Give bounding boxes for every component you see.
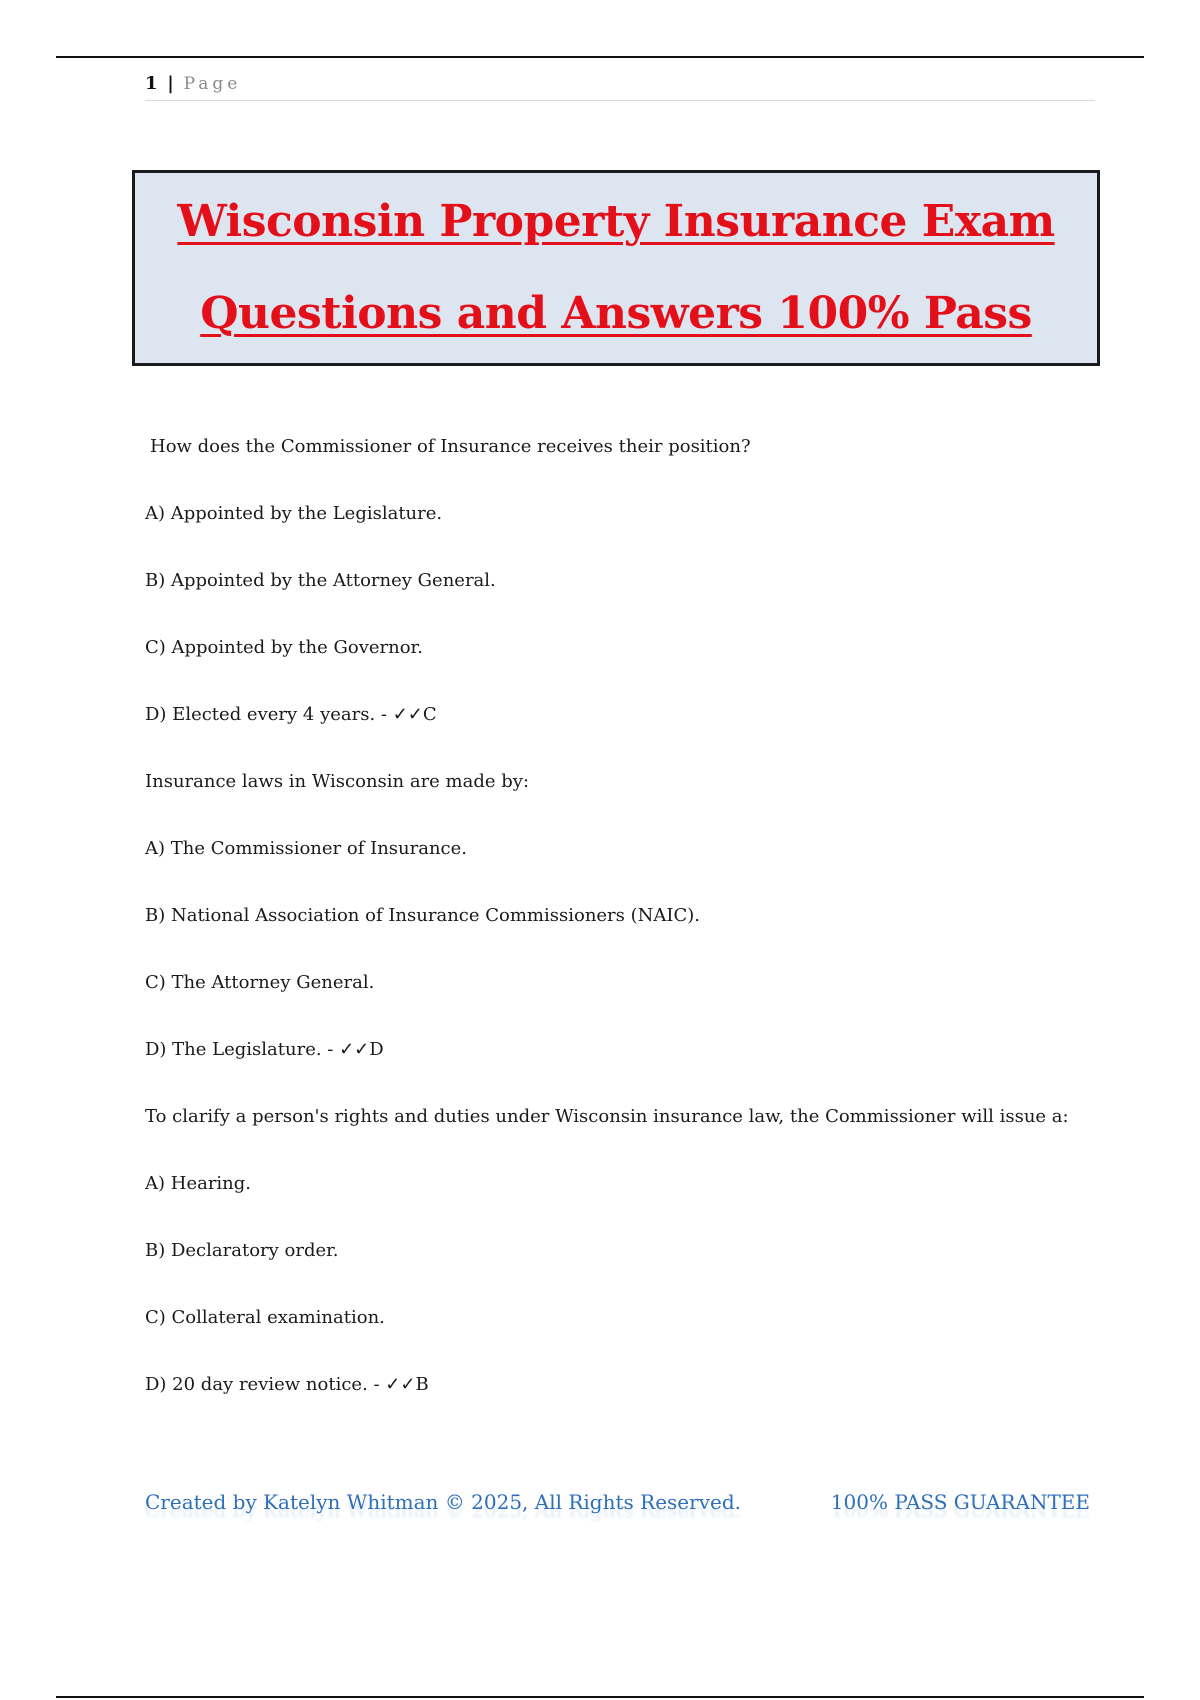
question-1-option-a: A) Appointed by the Legislature. — [145, 503, 443, 524]
question-3-option-c: C) Collateral examination. — [145, 1307, 385, 1328]
question-2-option-c: C) The Attorney General. — [145, 972, 375, 993]
question-3: To clarify a person's rights and duties under Wisconsin insurance law, the Commissioner will issue a: — [145, 1106, 1069, 1127]
title-line-1: Wisconsin Property Insurance Exam — [177, 196, 1055, 247]
question-2-option-a: A) The Commissioner of Insurance. — [145, 838, 467, 859]
question-3-option-a: A) Hearing. — [145, 1173, 252, 1194]
question-2: Insurance laws in Wisconsin are made by: — [145, 771, 530, 792]
footer-guarantee: 100% PASS GUARANTEE — [830, 1490, 1090, 1514]
bottom-rule — [56, 1696, 1144, 1698]
question-1: How does the Commissioner of Insurance receives their position? — [150, 436, 751, 457]
question-3-option-d: D) 20 day review notice. - ✓✓B — [145, 1374, 429, 1395]
question-3-option-b: B) Declaratory order. — [145, 1240, 339, 1261]
page-header — [145, 72, 1095, 101]
question-2-option-b: B) National Association of Insurance Commissioners (NAIC). — [145, 905, 701, 926]
title-box — [132, 170, 1100, 366]
question-1-option-b: B) Appointed by the Attorney General. — [145, 570, 496, 591]
top-rule — [56, 56, 1144, 58]
title-line-2: Questions and Answers 100% Pass — [200, 288, 1032, 339]
page-separator: | — [167, 73, 174, 94]
page-number: 1 — [145, 73, 158, 94]
page-word: Page — [183, 74, 242, 94]
question-1-option-c: C) Appointed by the Governor. — [145, 637, 423, 658]
footer-copyright: Created by Katelyn Whitman © 2025, All Rights Reserved. — [145, 1490, 741, 1514]
question-1-option-d: D) Elected every 4 years. - ✓✓C — [145, 704, 437, 725]
question-2-option-d: D) The Legislature. - ✓✓D — [145, 1039, 384, 1060]
footer — [145, 1490, 1090, 1530]
question-list — [145, 432, 1145, 1437]
